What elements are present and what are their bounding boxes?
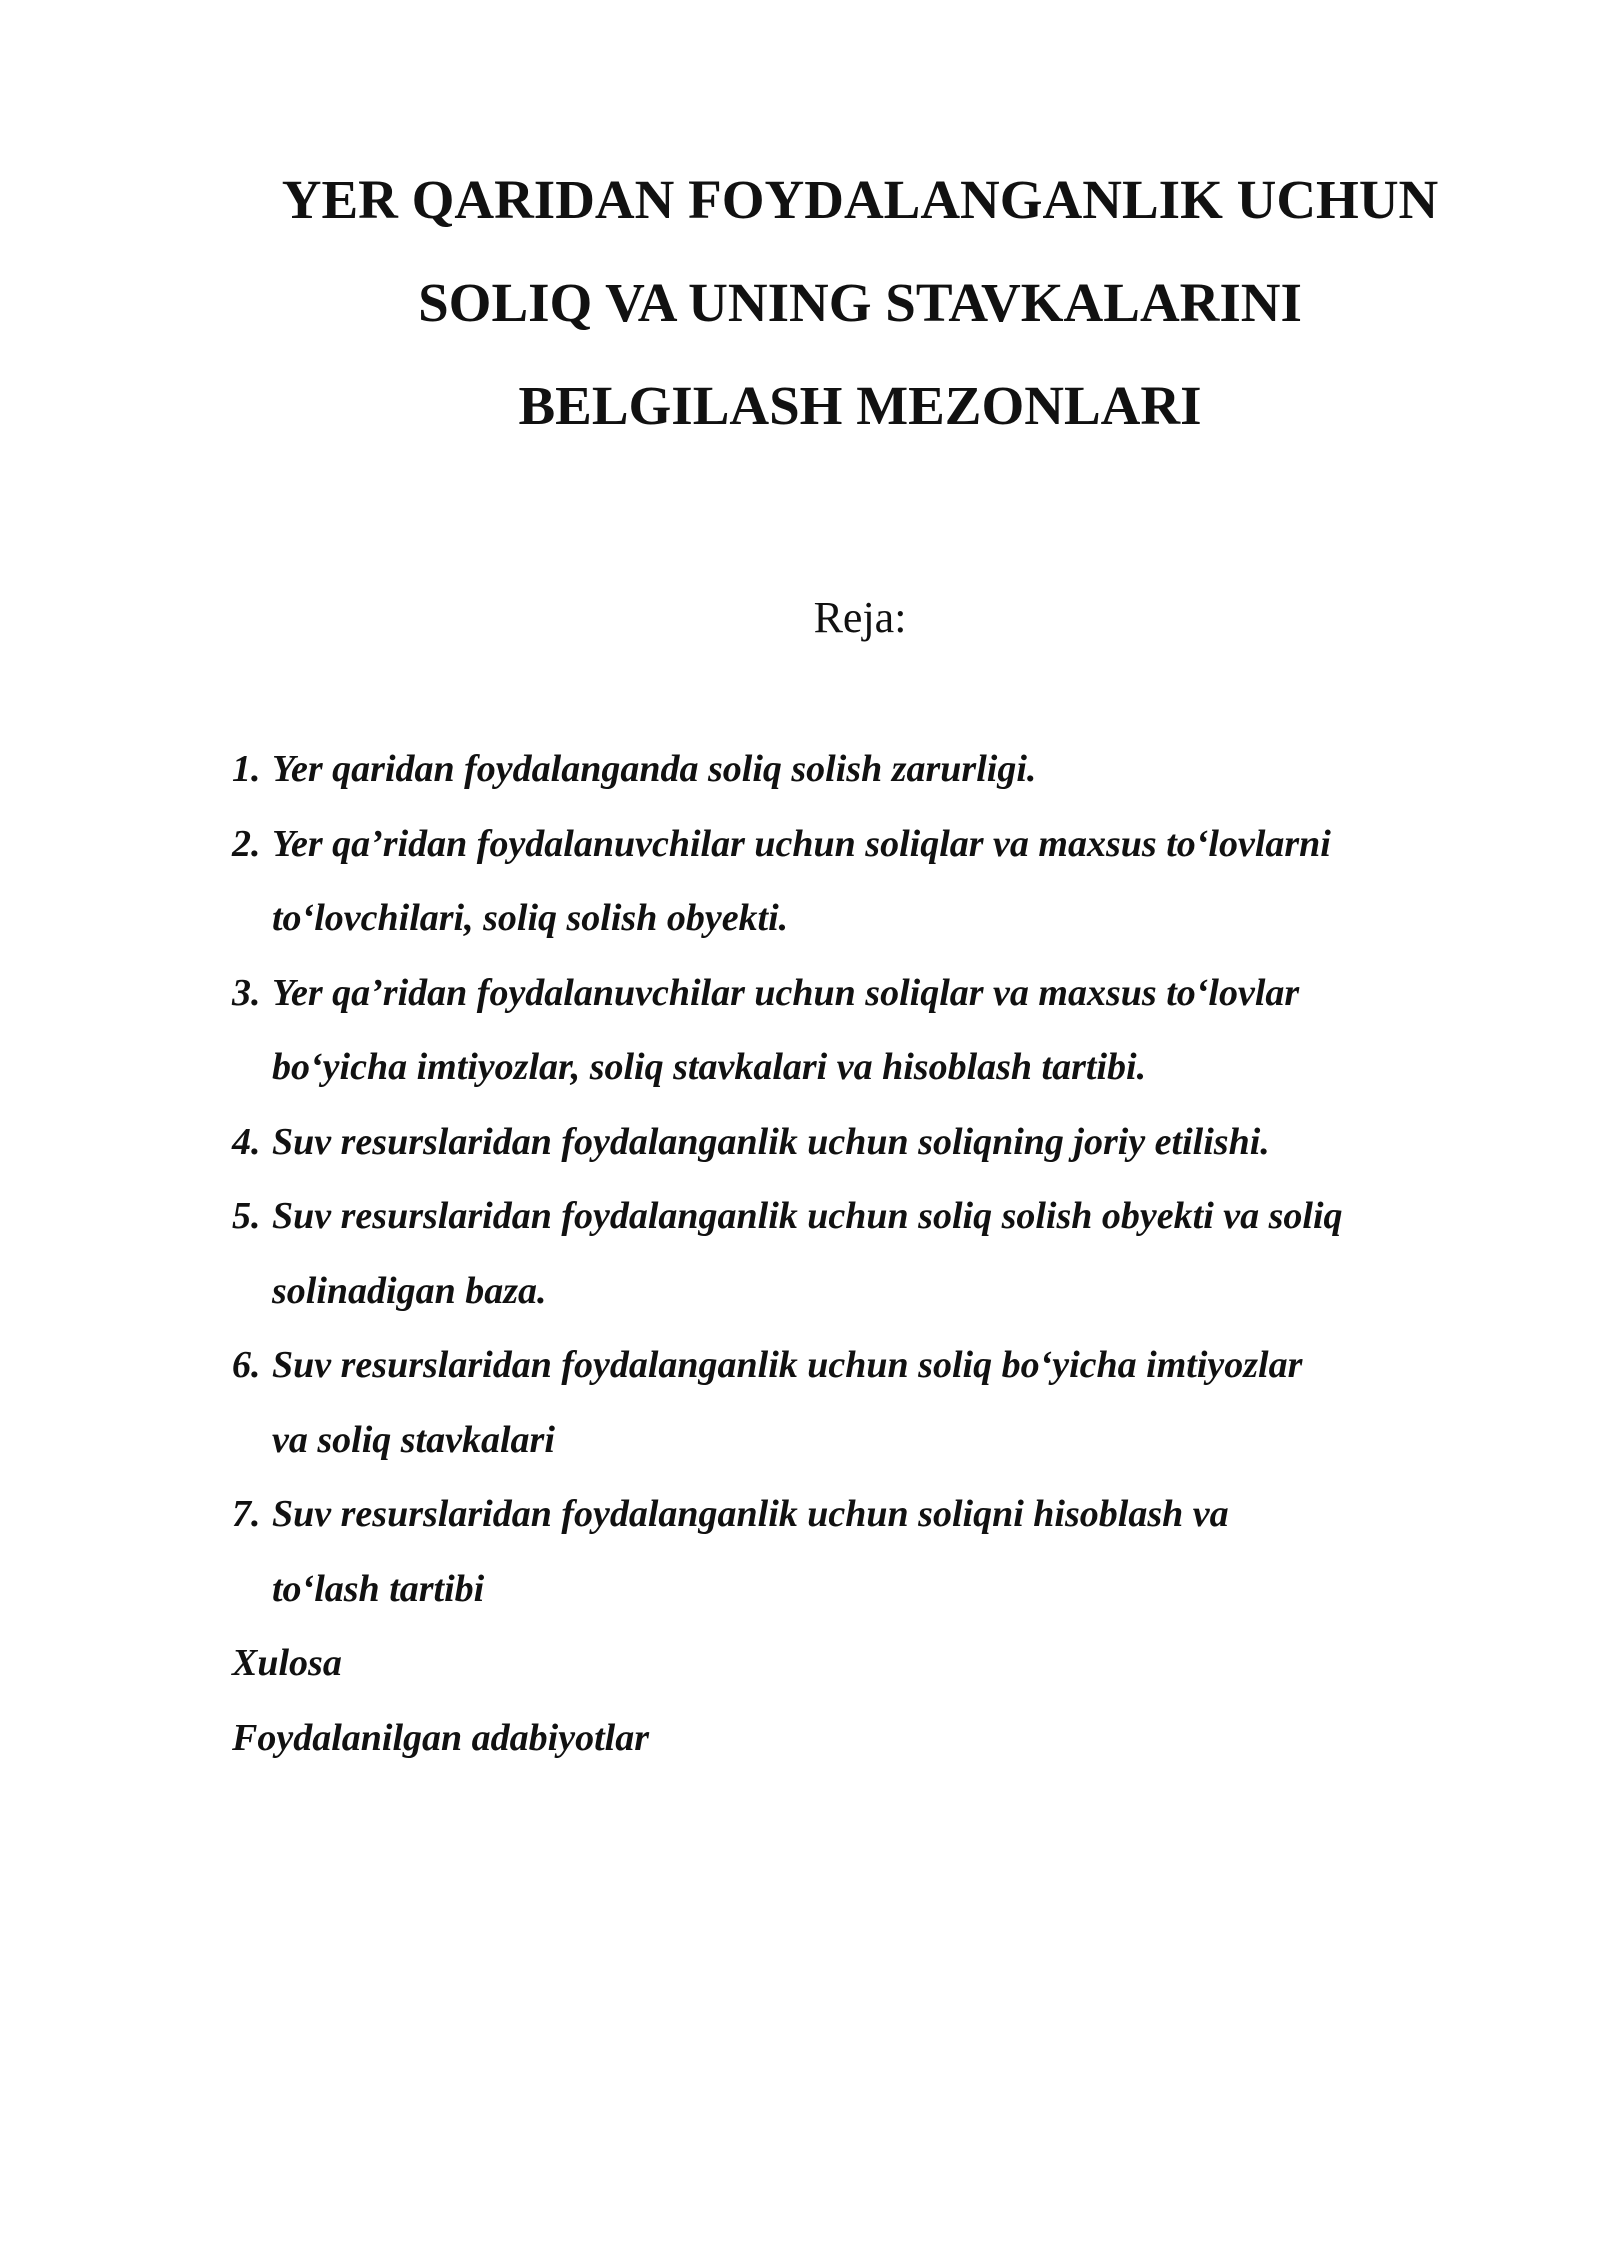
plan-item-text: Suv resurslaridan foydalanganlik uchun soliq bo‘yicha imtiyozlar — [272, 1344, 1303, 1386]
plan-conclusion: Xulosa — [232, 1642, 342, 1684]
plan-item-text: Suv resurslaridan foydalanganlik uchun soliqning joriy etilishi. — [272, 1120, 1270, 1163]
plan-item-text: bo‘yicha imtiyozlar, soliq stavkalari va hisoblash tartibi. — [272, 1046, 1147, 1088]
plan-item-5 — [232, 1179, 1522, 1328]
plan-item-text: Yer qa’ridan foydalanuvchilar uchun soliqlar va maxsus to‘lovlar — [272, 971, 1300, 1014]
plan-item-number: 3. — [232, 971, 261, 1014]
plan-list — [232, 732, 1522, 1775]
plan-item-number: 6. — [232, 1344, 261, 1386]
plan-heading: Reja: — [813, 593, 907, 642]
plan-item-text: Suv resurslaridan foydalanganlik uchun soliq solish obyekti va soliq — [272, 1195, 1343, 1237]
plan-item-3 — [232, 956, 1522, 1105]
plan-item-number: 2. — [232, 822, 261, 865]
plan-item-6 — [232, 1328, 1522, 1477]
plan-item-text: Yer qaridan foydalanganda soliq solish zarurligi. — [272, 748, 1037, 790]
plan-item-text: Suv resurslaridan foydalanganlik uchun soliqni hisoblash va — [272, 1493, 1229, 1535]
plan-item-7 — [232, 1477, 1522, 1626]
plan-item-number: 7. — [232, 1493, 261, 1535]
plan-item-1 — [232, 732, 1522, 807]
title-line: BELGILASH MEZONLARI — [518, 375, 1202, 436]
plan-references: Foydalanilgan adabiyotlar — [232, 1716, 649, 1759]
plan-item-4 — [232, 1105, 1522, 1180]
plan-item-text: to‘lash tartibi — [272, 1567, 485, 1610]
plan-item-2 — [232, 807, 1522, 956]
plan-item-text: to‘lovchilari, soliq solish obyekti. — [272, 897, 789, 939]
title-line: YER QARIDAN FOYDALANGANLIK UCHUN — [281, 169, 1439, 230]
plan-item-text: Yer qa’ridan foydalanuvchilar uchun soliqlar va maxsus to‘lovlarni — [272, 822, 1331, 865]
title-line: SOLIQ VA UNING STAVKALARINI — [418, 272, 1302, 333]
plan-item-number: 5. — [232, 1195, 261, 1237]
plan-item-number: 4. — [232, 1120, 261, 1163]
document-title — [200, 148, 1520, 457]
plan-item-number: 1. — [232, 748, 261, 790]
plan-item-text: va soliq stavkalari — [272, 1418, 555, 1461]
plan-item-text: solinadigan baza. — [272, 1269, 547, 1312]
